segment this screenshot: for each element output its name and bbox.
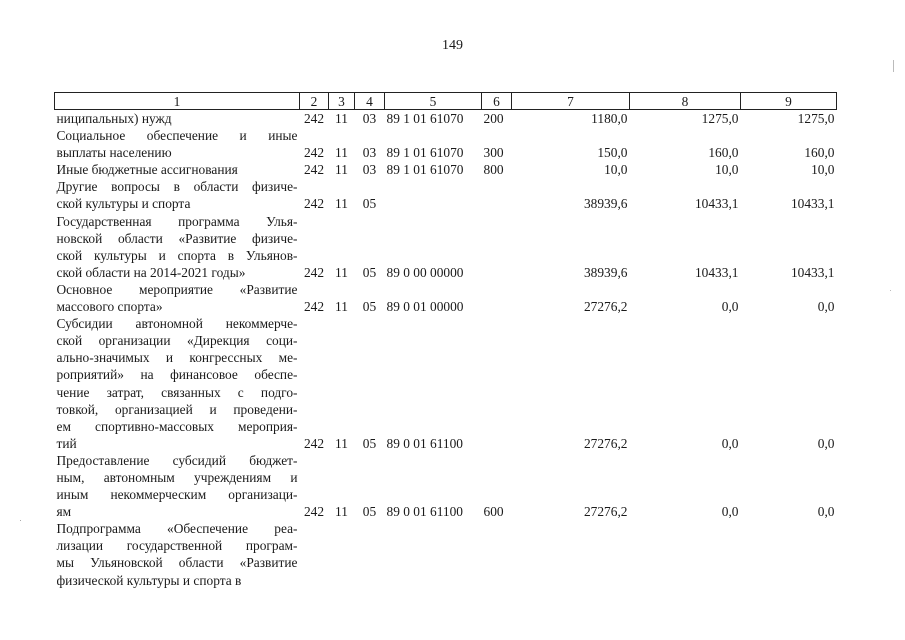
row-description <box>55 315 300 452</box>
description-line: Предоставление субсидий бюджет- <box>56 452 298 468</box>
cell-col-3: 11 <box>335 299 348 315</box>
column-header-7: 7 <box>512 93 630 110</box>
cell-col-8 <box>630 520 741 588</box>
cell-col-6: 300 <box>483 145 504 161</box>
cell-col-2: 242 <box>303 264 325 280</box>
table-row <box>55 315 837 452</box>
cell-col-9: 10,0 <box>811 162 835 178</box>
cell-col-3: 11 <box>335 264 348 280</box>
description-line: новской области «Развитие физиче- <box>56 230 298 246</box>
cell-col-6 <box>482 178 512 212</box>
table-row <box>55 110 837 128</box>
column-header-8: 8 <box>630 93 741 110</box>
description-line: тий <box>56 435 77 451</box>
scan-speck <box>20 520 21 521</box>
cell-col-7: 27276,2 <box>583 299 628 315</box>
cell-col-9: 0,0 <box>817 299 835 315</box>
cell-col-5 <box>385 520 482 588</box>
table-row <box>55 213 837 281</box>
cell-col-6 <box>482 315 512 452</box>
table-row <box>55 161 837 178</box>
description-line: физической культуры и спорта в <box>56 572 242 588</box>
cell-col-4: 03 <box>362 111 377 126</box>
row-description <box>55 110 300 128</box>
cell-col-9: 1275,0 <box>797 111 835 126</box>
header-row <box>55 93 837 110</box>
column-header-4: 4 <box>355 93 385 110</box>
budget-table <box>54 92 837 589</box>
cell-col-7: 27276,2 <box>583 504 628 520</box>
row-description <box>55 520 300 588</box>
cell-col-5: 89 0 01 61100 <box>386 435 463 451</box>
cell-col-4: 05 <box>362 299 377 315</box>
description-line: Государственная программа Улья- <box>56 213 298 229</box>
cell-col-3: 11 <box>335 504 348 520</box>
cell-col-5: 89 0 01 00000 <box>386 299 464 315</box>
description-line: роприятий» на финансовое обеспе- <box>56 367 298 383</box>
description-line: ем спортивно-массовых мероприя- <box>56 418 298 434</box>
column-header-5: 5 <box>385 93 482 110</box>
cell-col-5: 89 0 01 61100 <box>386 504 463 520</box>
description-line: ально-значимых и конгрессных ме- <box>56 350 298 366</box>
cell-col-5: 89 1 01 61070 <box>386 145 464 161</box>
cell-col-9: 0,0 <box>817 504 835 520</box>
table-row <box>55 281 837 315</box>
cell-col-9: 0,0 <box>817 435 835 451</box>
scan-speck <box>893 60 894 72</box>
description-line: Основное мероприятие «Развитие <box>56 281 298 297</box>
cell-col-3: 11 <box>335 145 348 161</box>
table-body <box>55 110 837 589</box>
cell-col-3 <box>329 520 355 588</box>
cell-col-8: 10433,1 <box>694 264 739 280</box>
cell-col-6 <box>482 520 512 588</box>
cell-col-9: 160,0 <box>804 145 835 161</box>
cell-col-2: 242 <box>303 145 325 161</box>
row-description <box>55 178 300 212</box>
description-line: Другие вопросы в области физиче- <box>56 179 298 195</box>
cell-col-8: 0,0 <box>721 435 739 451</box>
cell-col-4: 05 <box>362 435 377 451</box>
cell-col-2: 242 <box>303 299 325 315</box>
cell-col-2: 242 <box>303 162 325 178</box>
cell-col-9: 10433,1 <box>790 196 835 212</box>
cell-col-8: 0,0 <box>721 299 739 315</box>
cell-col-7: 150,0 <box>597 145 628 161</box>
description-line: ям <box>56 504 72 520</box>
description-line: массового спорта» <box>56 299 163 315</box>
cell-col-6: 200 <box>483 111 504 126</box>
cell-col-3: 11 <box>335 111 348 126</box>
cell-col-2: 242 <box>303 196 325 212</box>
cell-col-3: 11 <box>335 196 348 212</box>
description-line: ниципальных) нужд <box>56 111 172 126</box>
column-header-9: 9 <box>741 93 837 110</box>
cell-col-8: 0,0 <box>721 504 739 520</box>
row-description <box>55 452 300 520</box>
description-line: чение затрат, связанных с подго- <box>56 384 298 400</box>
cell-col-9: 10433,1 <box>790 264 835 280</box>
cell-col-6 <box>482 281 512 315</box>
cell-col-7: 38939,6 <box>583 196 628 212</box>
scan-speck <box>890 290 891 291</box>
description-line: Иные бюджетные ассигнования <box>56 162 238 178</box>
cell-col-6 <box>482 213 512 281</box>
cell-col-2: 242 <box>303 111 325 126</box>
column-header-6: 6 <box>482 93 512 110</box>
cell-col-3: 11 <box>335 162 348 178</box>
description-line: Субсидии автономной некоммерче- <box>56 316 298 332</box>
row-description <box>55 161 300 178</box>
row-description <box>55 281 300 315</box>
cell-col-5: 89 0 00 00000 <box>386 264 464 280</box>
table-row <box>55 127 837 161</box>
description-line: ской культуры и спорта в Ульянов- <box>56 247 298 263</box>
description-line: ской области на 2014-2021 годы» <box>56 264 246 280</box>
cell-col-8: 10,0 <box>715 162 739 178</box>
cell-col-4 <box>355 520 385 588</box>
description-line: ской культуры и спорта <box>56 196 191 212</box>
cell-col-8: 1275,0 <box>701 111 739 126</box>
cell-col-4: 03 <box>362 145 377 161</box>
table-row <box>55 178 837 212</box>
cell-col-4: 05 <box>362 196 377 212</box>
description-line: ской организации «Дирекция соци- <box>56 333 298 349</box>
cell-col-5: 89 1 01 61070 <box>386 162 464 178</box>
row-description <box>55 127 300 161</box>
description-line: мы Ульяновской области «Развитие <box>56 555 298 571</box>
cell-col-6: 800 <box>483 162 504 178</box>
cell-col-6: 600 <box>483 504 504 520</box>
cell-col-4: 05 <box>362 264 377 280</box>
description-line: Социальное обеспечение и иные <box>56 128 298 144</box>
description-line: ным, автономным учреждениям и <box>56 469 298 485</box>
column-header-3: 3 <box>329 93 355 110</box>
description-line: иным некоммерческим организаци- <box>56 487 298 503</box>
cell-col-5 <box>385 178 482 212</box>
table-row <box>55 520 837 588</box>
cell-col-8: 10433,1 <box>694 196 739 212</box>
description-line: Подпрограмма «Обеспечение реа- <box>56 521 298 537</box>
cell-col-4: 05 <box>362 504 377 520</box>
cell-col-7: 10,0 <box>604 162 628 178</box>
cell-col-2 <box>300 520 329 588</box>
page-number: 149 <box>442 38 463 53</box>
table-row <box>55 452 837 520</box>
cell-col-2: 242 <box>303 435 325 451</box>
cell-col-5: 89 1 01 61070 <box>386 111 464 126</box>
column-header-1: 1 <box>55 93 300 110</box>
cell-col-4: 03 <box>362 162 377 178</box>
cell-col-3: 11 <box>335 435 348 451</box>
cell-col-7 <box>512 520 630 588</box>
cell-col-2: 242 <box>303 504 325 520</box>
cell-col-7: 27276,2 <box>583 435 628 451</box>
description-line: лизации государственной програм- <box>56 538 298 554</box>
cell-col-9 <box>741 520 837 588</box>
cell-col-7: 1180,0 <box>591 111 628 126</box>
description-line: товкой, организацией и проведени- <box>56 401 298 417</box>
cell-col-8: 160,0 <box>708 145 739 161</box>
column-header-2: 2 <box>300 93 329 110</box>
row-description <box>55 213 300 281</box>
cell-col-7: 38939,6 <box>583 264 628 280</box>
description-line: выплаты населению <box>56 145 172 161</box>
